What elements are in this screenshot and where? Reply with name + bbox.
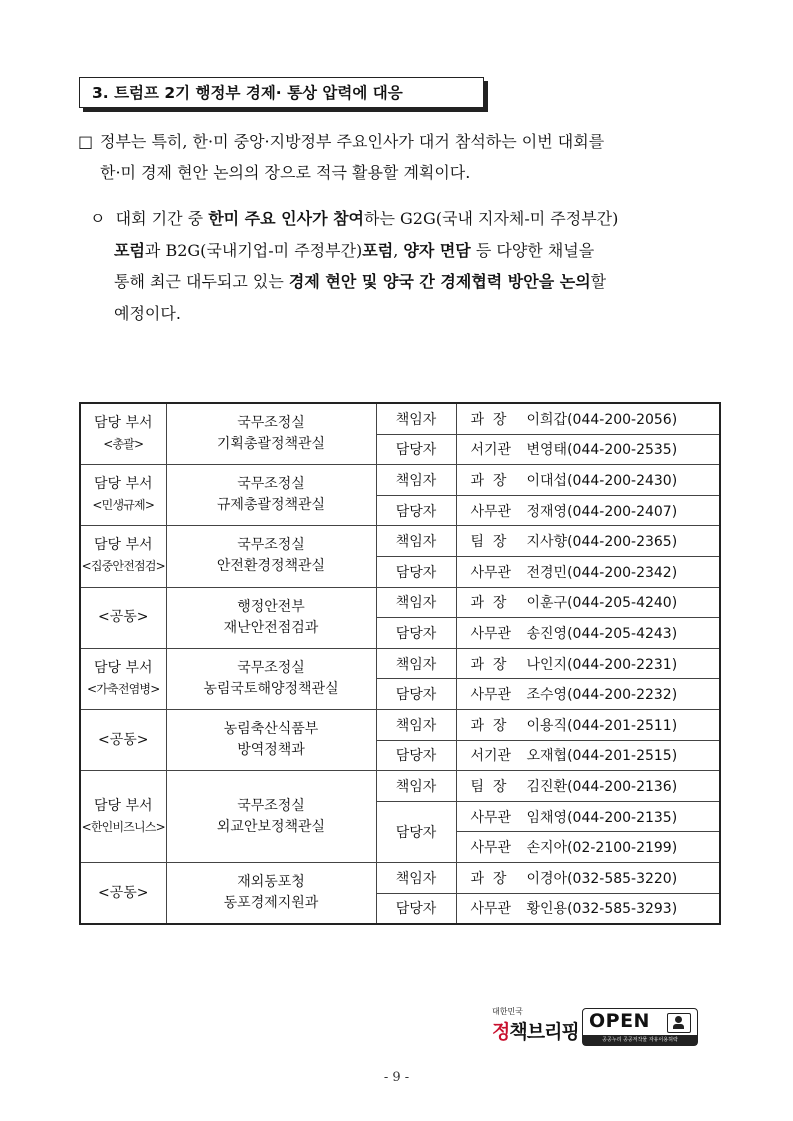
role-cell: 담당자	[376, 495, 456, 526]
attribution-person-icon	[667, 1013, 691, 1033]
contact-cell	[456, 801, 720, 832]
org-line-2: 기획총괄정책관실	[216, 436, 326, 453]
contact-cell	[456, 679, 720, 710]
page-number: - 9 -	[383, 1070, 410, 1085]
dept-line-2: <집중안전점검>	[81, 559, 165, 574]
role-cell: 담당자	[376, 740, 456, 771]
section-title: 3. 트럼프 2기 행정부 경제· 통상 압력에 대응	[79, 77, 484, 108]
contact-name: 송진영	[526, 625, 568, 642]
position-label: 사무관	[470, 840, 512, 857]
role-cell: 담당자	[376, 434, 456, 465]
dept-line-2: <총괄>	[103, 437, 144, 452]
sub-line-4: 예정이다.	[114, 303, 181, 323]
table-row	[80, 709, 720, 740]
dept-cell	[80, 771, 166, 863]
role-cell: 책임자	[376, 526, 456, 557]
contact-cell	[456, 893, 720, 924]
dept-cell	[80, 648, 166, 709]
dept-line-2: <한인비즈니스>	[81, 819, 165, 834]
contact-phone: (044-200-2535)	[567, 442, 678, 459]
dept-line-1: 담당 부서	[93, 659, 153, 676]
table-row	[80, 465, 720, 496]
logo-brief-accent: 정	[492, 1021, 510, 1043]
contact-name: 조수영	[526, 687, 568, 704]
position-label: 사무관	[470, 687, 512, 704]
contact-name: 오재협	[526, 748, 568, 765]
org-cell	[166, 587, 376, 648]
sub-text: ,	[393, 240, 404, 260]
dept-line-1: <공동>	[97, 884, 149, 901]
position-label: 사무관	[470, 564, 512, 581]
org-cell	[166, 648, 376, 709]
role-cell: 담당자	[376, 556, 456, 587]
contact-cell	[456, 526, 720, 557]
org-line-2: 안전환경정책관실	[216, 558, 326, 575]
square-bullet-icon: □	[78, 132, 94, 151]
role-cell: 책임자	[376, 771, 456, 802]
contact-cell	[456, 862, 720, 893]
sub-bold: 한미 주요 인사가 참여	[208, 209, 365, 228]
dept-line-1: <공동>	[97, 609, 149, 626]
position-label: 사무관	[470, 503, 512, 520]
org-line-1: 농림축산식품부	[223, 721, 319, 738]
org-line-2: 재난안전점검과	[223, 619, 319, 636]
org-line-1: 국무조정실	[237, 415, 305, 432]
contact-phone: (044-201-2515)	[567, 748, 678, 765]
contact-name: 이용직	[526, 717, 568, 734]
table-row	[80, 526, 720, 557]
dept-cell	[80, 526, 166, 587]
dept-cell	[80, 862, 166, 924]
contact-phone: (044-200-2407)	[567, 503, 678, 520]
org-line-2: 외교안보정책관실	[216, 818, 326, 835]
contact-cell	[456, 648, 720, 679]
contact-name: 손지아	[526, 840, 568, 857]
position-label: 과 장	[470, 411, 507, 428]
role-cell: 담당자	[376, 893, 456, 924]
org-cell	[166, 403, 376, 465]
open-label: OPEN	[589, 1010, 650, 1032]
org-cell	[166, 709, 376, 770]
sub-bold: 경제 현안 및 양국 간 경제협력 방안을 논의	[288, 272, 591, 291]
contact-name: 지사향	[526, 534, 568, 551]
position-label: 서기관	[470, 748, 512, 765]
contacts-table	[79, 402, 721, 925]
contact-name: 이훈구	[526, 595, 568, 612]
contact-name: 이경아	[526, 870, 568, 887]
contact-cell	[456, 618, 720, 649]
org-cell	[166, 771, 376, 863]
paragraph-line-2: 한·미 경제 현안 논의의 장으로 적극 활용할 계획이다.	[100, 163, 471, 182]
contact-name: 황인용	[526, 901, 568, 918]
dept-line-1: 담당 부서	[93, 537, 153, 554]
contact-phone: (044-200-2365)	[567, 534, 678, 551]
position-label: 팀 장	[470, 778, 507, 795]
contact-phone: (044-200-2136)	[567, 778, 678, 795]
position-label: 과 장	[470, 717, 507, 734]
sub-text: 할	[590, 272, 607, 291]
org-line-1: 국무조정실	[237, 659, 305, 676]
table-row	[80, 403, 720, 434]
policy-briefing-logo	[490, 1006, 700, 1050]
contact-name: 전경민	[526, 564, 568, 581]
position-label: 과 장	[470, 656, 507, 673]
dept-line-1: 담당 부서	[93, 476, 153, 493]
logo-brief-text	[492, 1017, 579, 1044]
table-row	[80, 648, 720, 679]
main-paragraph	[78, 126, 723, 188]
org-cell	[166, 526, 376, 587]
contact-phone: (044-200-2135)	[567, 809, 678, 826]
role-cell: 책임자	[376, 648, 456, 679]
contact-phone: (044-205-4240)	[567, 595, 678, 612]
dept-cell	[80, 403, 166, 465]
contacts-table-body	[80, 403, 720, 924]
role-cell: 책임자	[376, 862, 456, 893]
dept-line-2: <민생규제>	[92, 498, 155, 513]
position-label: 사무관	[470, 901, 512, 918]
contact-name: 이대섭	[526, 472, 568, 489]
open-license-bar: 공공누리 공공저작물 자유이용허락	[583, 1035, 697, 1045]
org-cell	[166, 465, 376, 526]
contact-phone: (032-585-3220)	[567, 870, 678, 887]
dept-cell	[80, 465, 166, 526]
position-label: 과 장	[470, 870, 507, 887]
contact-cell	[456, 465, 720, 496]
dept-line-2: <가축전염병>	[87, 681, 160, 696]
org-line-1: 국무조정실	[237, 797, 305, 814]
position-label: 사무관	[470, 625, 512, 642]
contact-cell	[456, 709, 720, 740]
contact-phone: (044-205-4243)	[567, 625, 678, 642]
dept-line-1: 담당 부서	[93, 797, 153, 814]
contact-cell	[456, 587, 720, 618]
dept-line-1: <공동>	[97, 731, 149, 748]
table-row	[80, 771, 720, 802]
org-line-2: 방역정책과	[237, 742, 305, 759]
sub-line-3	[90, 266, 723, 298]
open-license-badge	[582, 1008, 698, 1046]
logo-brief-rest: 책브리핑	[509, 1021, 579, 1043]
contact-phone: (044-200-2342)	[567, 564, 678, 581]
org-line-1: 재외동포청	[237, 874, 305, 890]
role-cell: 책임자	[376, 587, 456, 618]
contact-name: 변영태	[526, 442, 568, 459]
role-cell: 담당자	[376, 801, 456, 862]
position-label: 과 장	[470, 472, 507, 489]
role-cell: 책임자	[376, 465, 456, 496]
contact-name: 김진환	[526, 778, 568, 795]
contact-cell	[456, 556, 720, 587]
contact-cell	[456, 740, 720, 771]
sub-paragraph	[90, 203, 723, 329]
sub-bold: 양자 면담	[403, 240, 471, 260]
org-line-2: 동포경제지원과	[223, 895, 319, 911]
table-row	[80, 862, 720, 893]
org-line-1: 행정안전부	[237, 598, 305, 615]
contact-name: 나인지	[526, 656, 568, 673]
sub-line-1	[90, 203, 723, 235]
dept-cell	[80, 709, 166, 770]
sub-text: 과 B2G(국내기업-미 주정부간)	[144, 240, 363, 260]
contact-name: 임채영	[526, 809, 568, 826]
position-label: 서기관	[470, 442, 512, 459]
contact-phone: (044-200-2056)	[567, 411, 678, 428]
position-label: 사무관	[470, 809, 512, 826]
org-cell	[166, 862, 376, 924]
role-cell: 책임자	[376, 403, 456, 434]
dept-line-1: 담당 부서	[93, 415, 153, 432]
contact-phone: (02-2100-2199)	[567, 840, 678, 857]
sub-text: 통해 최근 대두되고 있는	[114, 272, 289, 291]
sub-bold: 포럼	[114, 240, 145, 260]
org-line-1: 국무조정실	[237, 476, 305, 493]
circle-bullet-icon: ㅇ	[90, 209, 106, 228]
contact-phone: (044-200-2232)	[567, 687, 678, 704]
sub-line-2	[90, 235, 723, 267]
contact-name: 이희갑	[526, 411, 568, 428]
contact-cell	[456, 832, 720, 863]
sub-text: 하는 G2G(국내 지자체-미 주정부간)	[364, 209, 619, 228]
org-line-1: 국무조정실	[237, 537, 305, 554]
sub-bold: 포럼	[362, 240, 394, 260]
contact-phone: (044-200-2430)	[567, 472, 678, 489]
contact-cell	[456, 495, 720, 526]
sub-text: 등 다양한 채널을	[470, 240, 595, 260]
paragraph-line-1: 정부는 특히, 한·미 중앙·지방정부 주요인사가 대거 참석하는 이번 대회를	[100, 132, 605, 151]
logo-kr-label: 대한민국	[492, 1007, 523, 1016]
org-line-2: 규제총괄정책관실	[216, 497, 326, 514]
role-cell: 담당자	[376, 679, 456, 710]
table-row	[80, 587, 720, 618]
org-line-2: 농림국토해양정책관실	[203, 680, 339, 697]
position-label: 과 장	[470, 595, 507, 612]
contact-cell	[456, 434, 720, 465]
role-cell: 담당자	[376, 618, 456, 649]
position-label: 팀 장	[470, 534, 507, 551]
contact-phone: (044-201-2511)	[567, 717, 678, 734]
contact-cell	[456, 403, 720, 434]
contact-name: 정재영	[526, 503, 568, 520]
contact-cell	[456, 771, 720, 802]
role-cell: 책임자	[376, 709, 456, 740]
contact-phone: (032-585-3293)	[567, 901, 678, 918]
dept-cell	[80, 587, 166, 648]
sub-text: 대회 기간 중	[115, 209, 209, 228]
contact-phone: (044-200-2231)	[567, 656, 678, 673]
